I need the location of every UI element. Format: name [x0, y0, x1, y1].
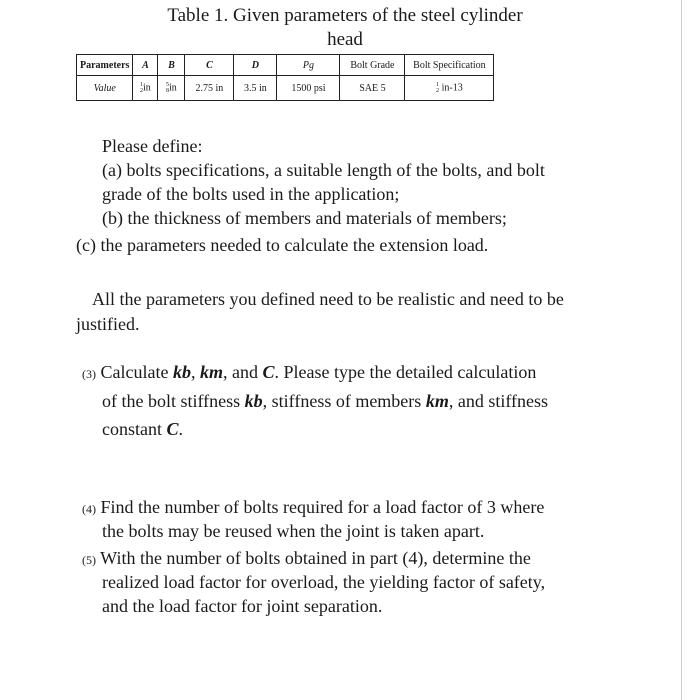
define-c: (c) the parameters needed to calculate the extension load.	[76, 235, 489, 255]
question-4-number: (4)	[82, 502, 96, 516]
table-caption: Table 1. Given parameters of the steel cylinder head	[167, 5, 523, 50]
question-5-line2: realized load factor for overload, the yielding factor of safety,	[102, 572, 546, 592]
question-3-line1: (3) Calculate kb, km, and C. Please type the detailed calculation	[82, 362, 537, 382]
table-value-row	[77, 76, 494, 101]
fraction-b: 5 8	[166, 82, 170, 94]
row-label-value: Value	[77, 76, 133, 101]
justify-line2: justified.	[76, 314, 140, 334]
page-edge-divider	[681, 0, 682, 700]
question-4-line1: (4) Find the number of bolts required for a load factor of 3 where	[82, 497, 545, 517]
question-5-line3: and the load factor for joint separation.	[102, 596, 383, 616]
header-d: D	[234, 55, 277, 76]
cell-c: 2.75 in	[185, 76, 234, 101]
cell-pg: 1500 psi	[277, 76, 340, 101]
justify-line1: All the parameters you defined need to be realistic and need to be	[92, 289, 564, 309]
parameters-table	[76, 54, 494, 101]
define-a-line1: (a) bolts specifications, a suitable length of the bolts, and bolt	[102, 160, 545, 180]
define-b: (b) the thickness of members and materials of members;	[102, 208, 507, 228]
cell-b: 5 8 in	[158, 76, 185, 101]
fraction-bolt-diameter: 1 2	[436, 82, 440, 94]
question-4-line2: the bolts may be reused when the joint is taken apart.	[102, 521, 485, 541]
km-symbol: km	[199, 362, 223, 382]
header-c: C	[185, 55, 234, 76]
header-a: A	[133, 55, 158, 76]
table-header-row	[77, 55, 494, 76]
question-3-line2: of the bolt stiffness kb, stiffness of members km, and stiffness	[102, 391, 548, 411]
question-3-number: (3)	[82, 367, 96, 381]
header-pg: Pg	[277, 55, 340, 76]
fraction-a: 1 2	[140, 82, 144, 94]
header-b: B	[158, 55, 185, 76]
question-3-line3: constant C.	[102, 419, 184, 439]
define-intro: Please define:	[102, 136, 203, 156]
cell-bolt-specification: 1 2 in-13	[405, 76, 494, 101]
define-a-line2: grade of the bolts used in the application;	[102, 184, 400, 204]
cell-d: 3.5 in	[234, 76, 277, 101]
c-symbol: C	[262, 362, 275, 382]
cell-bolt-grade: SAE 5	[340, 76, 405, 101]
header-parameters: Parameters	[77, 55, 133, 76]
header-bolt-specification: Bolt Specification	[405, 55, 494, 76]
question-5-number: (5)	[82, 553, 96, 567]
cell-a: 1 2 in	[133, 76, 158, 101]
question-5-line1: (5) With the number of bolts obtained in part (4), determine the	[82, 548, 531, 568]
kb-symbol: kb	[172, 362, 191, 382]
header-bolt-grade: Bolt Grade	[340, 55, 405, 76]
